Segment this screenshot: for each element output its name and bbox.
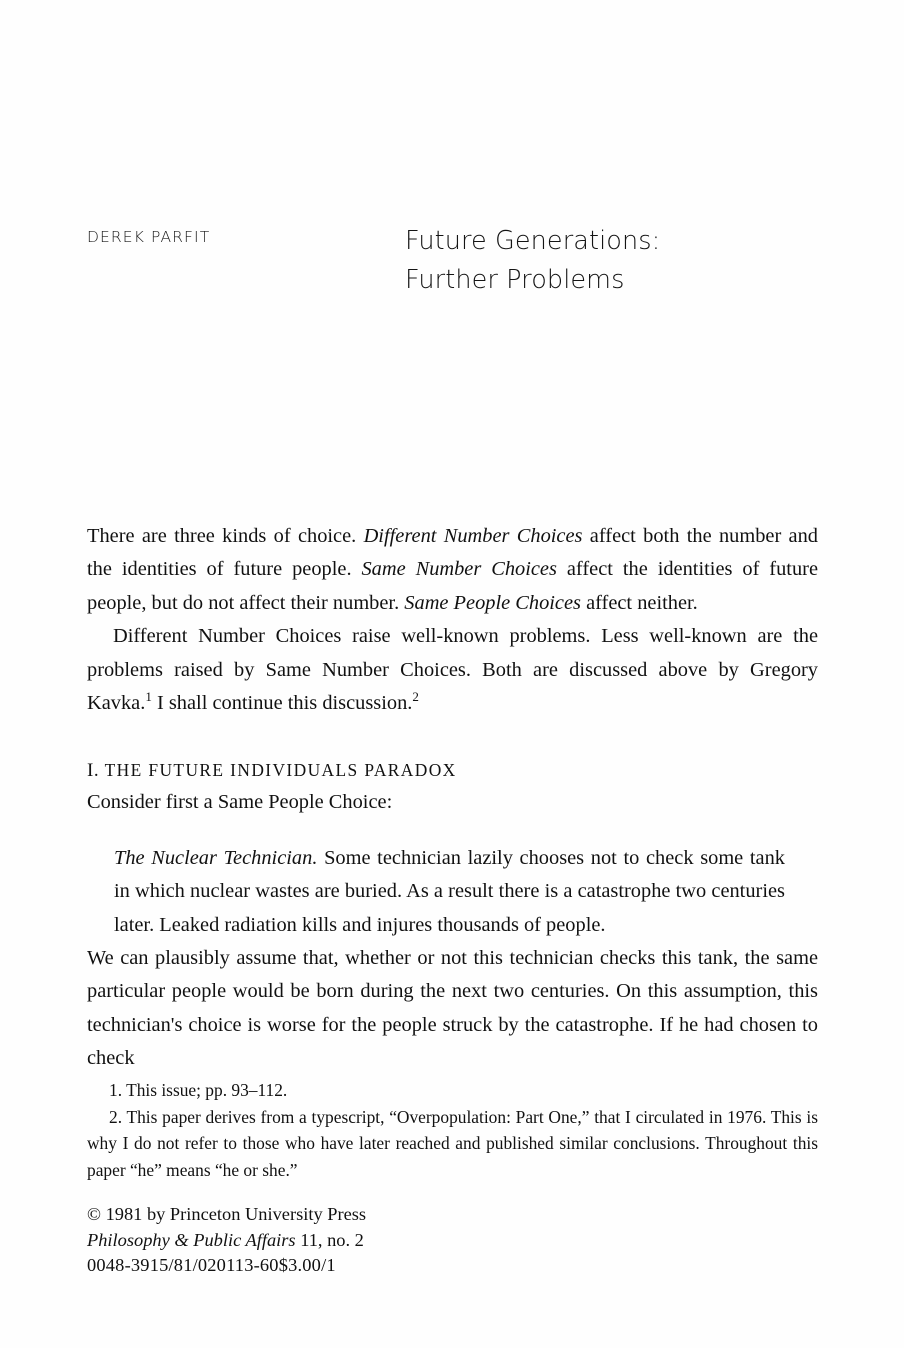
paragraph-1-segment-1: There are three kinds of choice. (87, 525, 364, 547)
journal-title: Philosophy & Public Affairs (87, 1229, 296, 1250)
section-heading-text: THE FUTURE INDIVIDUALS PARADOX (104, 760, 457, 781)
journal-citation-line (87, 1228, 627, 1254)
block-quote-nuclear-technician (114, 842, 785, 942)
extract-text: Some technician lazily chooses not to check some tank in which nuclear wastes are buried. As a result there is a catastrophe two centuries later. Leaked radiation kills and injures thousands of people. (114, 846, 785, 936)
footnote-marker-2[interactable]: 2 (412, 689, 419, 705)
footnote-2: 2. This paper derives from a typescript, “Overpopulation: Part One,” that I circulated in 1976. This is why I do not refer to those who have later reached and published similar conclusions. Throughout this paper “he” means “he or she.” (87, 1106, 818, 1180)
page-header (87, 222, 818, 295)
journal-issue: 11, no. 2 (295, 1229, 364, 1250)
colophon-block (87, 1202, 627, 1279)
paragraph-2-segment-1: Different Number Choices raise well-known problems. Less well-known are the problems raised by Same Number Choices. Both are discussed above by Gregory Kavka. (87, 625, 818, 715)
author-name: DEREK PARFIT (87, 228, 211, 246)
paragraph-2 (87, 620, 818, 720)
article-title-line-2: Further Problems (405, 265, 625, 295)
paragraph-1-segment-4: affect neither. (580, 591, 698, 614)
paragraph-3: We can plausibly assume that, whether or not this technician checks this tank, the same particular people would be born during the next two centuries. On this assumption, this technician's choice is worse for the people struck by the catastrophe. If he had chosen to check (87, 947, 818, 1070)
article-title-line-1: Future Generations: (405, 226, 661, 256)
term-same-number-choices: Same Number Choices (361, 558, 557, 581)
paragraph-2-segment-2: I shall continue this discussion. (151, 692, 413, 715)
issn-line: 0048-3915/81/020113-60$3.00/1 (87, 1255, 336, 1276)
term-same-people-choices: Same People Choices (404, 591, 581, 614)
text-column (87, 520, 818, 1076)
footnote-block (87, 1077, 818, 1183)
term-different-number-choices: Different Number Choices (363, 525, 583, 547)
paragraph-1-segment-2: affect both the number and the identities of future people. (87, 525, 818, 581)
lead-in-sentence: Consider first a Same People Choice: (87, 791, 393, 814)
extract-title: The Nuclear Technician. (114, 846, 318, 869)
paragraph-1-segment-3: affect the identities of future people, but do not affect their number. (87, 558, 818, 614)
paragraph-1 (87, 520, 818, 620)
section-number: I. (87, 760, 105, 782)
section-heading (87, 755, 818, 786)
copyright-line: © 1981 by Princeton University Press (87, 1204, 367, 1224)
footnote-1: 1. This issue; pp. 93–112. (109, 1080, 288, 1100)
footnote-marker-1[interactable]: 1 (145, 689, 152, 705)
article-title (405, 222, 660, 300)
